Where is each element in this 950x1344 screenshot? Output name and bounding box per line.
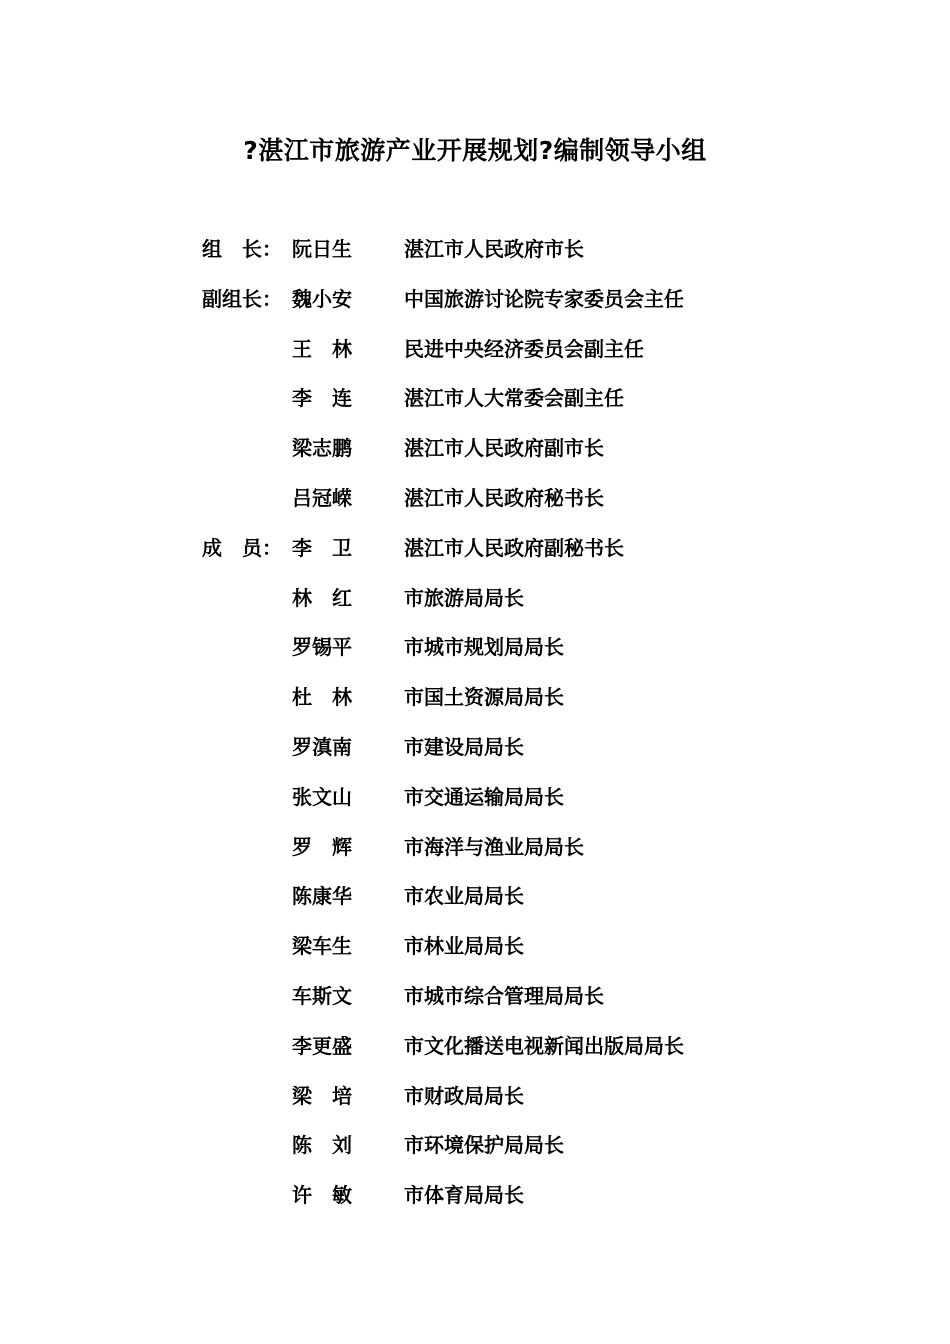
member-position: 湛江市人民政府副市长 (404, 436, 604, 461)
member-row (202, 580, 762, 630)
member-name: 车斯文 (292, 983, 352, 1008)
member-name: 罗锡平 (292, 635, 352, 660)
member-row (202, 928, 762, 978)
member-name: 李 卫 (292, 535, 352, 560)
member-name: 吕冠嵘 (292, 485, 352, 510)
member-row (202, 530, 762, 580)
member-name: 梁志鹏 (292, 436, 352, 461)
member-row (202, 878, 762, 928)
member-position: 市国土资源局局长 (404, 685, 564, 710)
member-row (202, 1078, 762, 1128)
member-position: 湛江市人民政府副秘书长 (404, 535, 624, 560)
member-position: 市农业局局长 (404, 884, 524, 909)
member-role: 副组长： (202, 286, 282, 311)
member-row (202, 978, 762, 1028)
member-position: 市林业局局长 (404, 934, 524, 959)
member-name: 魏小安 (292, 286, 352, 311)
member-row (202, 430, 762, 480)
member-position: 湛江市人民政府秘书长 (404, 485, 604, 510)
member-row (202, 1127, 762, 1177)
member-position: 湛江市人大常委会副主任 (404, 386, 624, 411)
member-role: 成 员： (202, 535, 282, 560)
member-position: 市城市综合管理局局长 (404, 983, 604, 1008)
member-position: 市财政局局长 (404, 1083, 524, 1108)
member-name: 陈 刘 (292, 1133, 352, 1158)
member-row (202, 480, 762, 530)
member-row (202, 779, 762, 829)
member-row (202, 829, 762, 879)
member-name: 许 敏 (292, 1183, 352, 1208)
member-position: 市城市规划局局长 (404, 635, 564, 660)
member-position: 市海洋与渔业局局长 (404, 834, 584, 859)
member-name: 罗滇南 (292, 734, 352, 759)
member-name: 林 红 (292, 585, 352, 610)
member-position: 中国旅游讨论院专家委员会主任 (404, 286, 684, 311)
member-position: 湛江市人民政府市长 (404, 237, 584, 261)
member-row (202, 1028, 762, 1078)
member-row (202, 331, 762, 381)
member-name: 梁 培 (292, 1083, 352, 1108)
member-name: 李 连 (292, 386, 352, 411)
member-row (202, 281, 762, 331)
document-title: ?湛江市旅游产业开展规划?编制领导小组 (243, 136, 707, 165)
member-list (202, 231, 762, 1227)
member-row (202, 629, 762, 679)
member-position: 民进中央经济委员会副主任 (404, 336, 644, 361)
member-name: 陈康华 (292, 884, 352, 909)
member-name: 李更盛 (292, 1033, 352, 1058)
member-row (202, 1177, 762, 1227)
member-position: 市旅游局局长 (404, 585, 524, 610)
member-row (202, 679, 762, 729)
member-name: 张文山 (292, 784, 352, 809)
member-row (202, 380, 762, 430)
member-position: 市建设局局长 (404, 734, 524, 759)
member-name: 梁车生 (292, 934, 352, 959)
member-name: 阮日生 (292, 237, 352, 261)
member-name: 杜 林 (292, 685, 352, 710)
member-position: 市交通运输局局长 (404, 784, 564, 809)
member-name: 王 林 (292, 336, 352, 361)
member-position: 市环境保护局局长 (404, 1133, 564, 1158)
member-position: 市文化播送电视新闻出版局局长 (404, 1033, 684, 1058)
member-row (202, 231, 762, 281)
member-name: 罗 辉 (292, 834, 352, 859)
member-row (202, 729, 762, 779)
member-role: 组 长： (202, 237, 282, 261)
member-position: 市体育局局长 (404, 1183, 524, 1208)
